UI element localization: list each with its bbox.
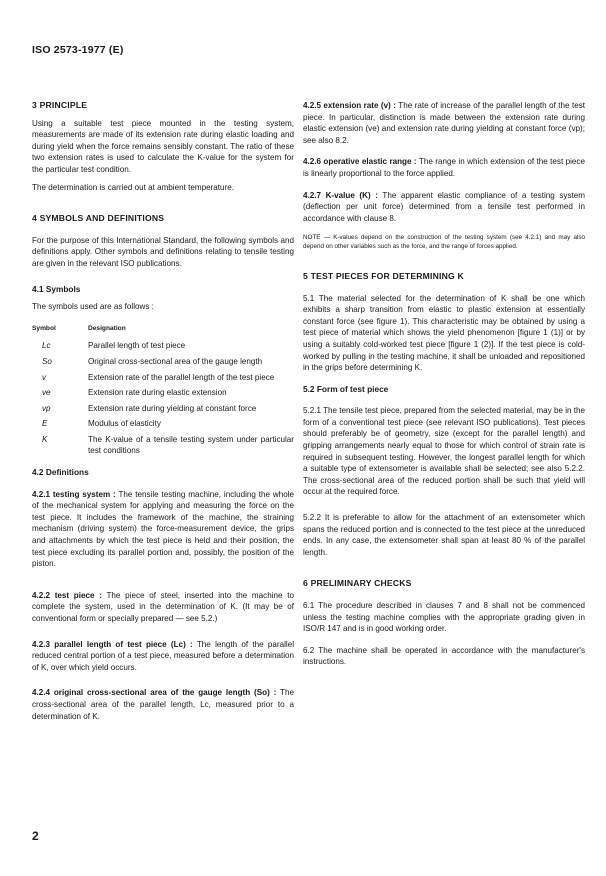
section-5-heading: 5 TEST PIECES FOR DETERMINING K (303, 270, 464, 281)
symbol: E (42, 419, 48, 429)
section-3-para-1: Using a suitable test piece mounted in the testing system, measurements are made of its extension rate during elastic loading and during yield when the force remains sensibly constant. The ratio of these two extension rates is used to calculate the K-value for the system for the particular test condition. (32, 118, 294, 174)
definition-4-2-4 (32, 687, 294, 722)
symbols-intro: The symbols used are as follows : (32, 302, 154, 312)
section-4-heading: 4 SYMBOLS AND DEFINITIONS (32, 213, 165, 224)
term: 4.2.6 operative elastic range : (303, 157, 417, 167)
definition-text: The apparent elastic compliance of a testing system (deflection per unit force) determined from a tensile test performed in accordance with clause 8. (303, 190, 585, 223)
symbol-designation: Parallel length of test piece (88, 341, 186, 351)
left-column (32, 100, 294, 722)
definition-text: The rate of increase of the parallel length of the test piece. In particular, distinction is made between the extension rate during elastic extension (ve) and extension rate during yielding at constant force (vp); see also 8.2. (303, 101, 586, 145)
symbol-designation: Extension rate of the parallel length of the test piece (88, 372, 275, 382)
clause-5-2-2: 5.2.2 It is preferable to allow for the attachment of an extensometer which spans the reduced portion and is connected to the test piece at the unreduced ends. In any case, the extensometer shall span at least 80 % of the parallel length. (303, 513, 585, 557)
term: 4.2.7 K-value (K) : (303, 190, 378, 200)
definition-4-2-7 (303, 190, 585, 225)
symbol: So (42, 356, 52, 366)
definition-4-2-6 (303, 156, 585, 179)
section-4-1-heading: 4.1 Symbols (32, 283, 81, 294)
section-4-2-heading: 4.2 Definitions (32, 467, 89, 478)
clause-5-2-1: 5.2.1 The tensile test piece, prepared from the selected material, may be in the form of a conventional test piece (see relevant ISO publications). Test pieces should preferably be of geometry, size (except for the parallel length) and gripping arrangements nearly equal to those for which control of strain rate is required in subsequent testing. However, the longest parallel length for which a suitable type of extensometer is available shall be selected; see also 5.2.2. The cross-sectional area of the reduced portion shall be such that yield will occur at the required force. (303, 406, 585, 497)
term: 4.2.1 testing system : (32, 489, 116, 499)
symbol-row (32, 434, 294, 457)
symbol-designation: Extension rate during yielding at constant force (88, 403, 257, 413)
symbol-designation: Extension rate during elastic extension (88, 388, 227, 398)
term: 4.2.3 parallel length of test piece (Lc) : (32, 639, 193, 649)
symbol-designation: Modulus of elasticity (88, 419, 161, 429)
section-3-para-2: The determination is carried out at ambient temperature. (32, 182, 234, 192)
page-number: 2 (32, 829, 39, 843)
definition-text: The length of the parallel reduced central portion of a test piece, measured before a determination of K, over which yield occurs. (32, 639, 295, 672)
right-column (303, 100, 585, 668)
symbol-column-header: Symbol (32, 324, 56, 332)
definition-text: The cross-sectional area of the parallel length, Lc, measured prior to a determination of K. (32, 688, 294, 721)
symbol-table (32, 340, 294, 457)
symbol-row (32, 387, 294, 399)
section-6-heading: 6 PRELIMINARY CHECKS (303, 578, 412, 589)
symbol: v (42, 372, 47, 382)
note: NOTE — K-values depend on the construction of the testing system (see 4.2.1) and may also depend on other variables such as the force, and the range of forces applied. (303, 234, 585, 250)
symbol-row (32, 403, 294, 415)
symbol-row (32, 372, 294, 384)
term: 4.2.5 extension rate (v) : (303, 101, 396, 110)
symbol-row (32, 340, 294, 352)
section-3-heading: 3 PRINCIPLE (32, 100, 88, 110)
clause-6-1: 6.1 The procedure described in clauses 7 and 8 shall not be commenced unless the testing machine complies with the appropriate grading given in ISO/R 147 and is in good working order. (303, 601, 585, 634)
clause-6-2: 6.2 The machine shall be operated in accordance with the manufacturer's instructions. (303, 645, 585, 667)
symbol-row (32, 418, 294, 430)
definition-4-2-1 (32, 489, 294, 570)
symbol-row (32, 356, 294, 368)
document-code: ISO 2573-1977 (E) (32, 44, 124, 56)
definition-text: The range in which extension of the test piece is linearly proportional to the force applied. (303, 157, 585, 178)
definition-4-2-3 (32, 639, 294, 674)
symbol: vp (42, 403, 51, 413)
designation-column-header: Designation (88, 324, 126, 332)
term: 4.2.4 original cross-sectional area of the gauge length (So) : (32, 688, 277, 698)
symbol: Lc (42, 341, 51, 351)
section-4-para-1: For the purpose of this International Standard, the following symbols and definitions apply. Other symbols and definitions relating to tensile testing are given in the relevant ISO publications. (32, 235, 294, 268)
symbol-designation: Original cross-sectional area of the gauge length (88, 356, 263, 366)
symbol-designation: The K-value of a tensile testing system under particular test conditions (88, 434, 294, 456)
clause-5-1: 5.1 The material selected for the determination of K shall be one which exhibits a sharp transition from elastic to plastic extension at essentially constant force (see figure 1). This characteristic may be obtained by using a test piece of material which shows the yield phenomenon [figure 1 (1)] or by using a suitably cold-worked test piece [figure 1 (2)]. If the test piece is cold-worked by pulling in the testing machine, it shall be unloaded and repositioned in the grips before determining K. (303, 293, 585, 373)
definition-4-2-5 (303, 100, 585, 146)
definition-text: The tensile testing machine, including the whole of the mechanical system for applying and measuring the force on the test piece. It includes the framework of the machine, the straining mechanism (driving system) the force-measurement device, the grips and attachments by which the test piece is held and their position, the test piece excluding its parallel portion and, possibly, the position of the piston. (32, 489, 294, 569)
section-5-2-heading: 5.2 Form of test piece (303, 383, 389, 394)
term: 4.2.2 test piece : (32, 590, 102, 600)
symbol: ve (42, 388, 51, 398)
symbol-table-header (32, 323, 294, 335)
definition-text: The piece of steel, inserted into the machine to complete the system, used in the determination of K. (It may be of conventional form or specially prepared — see 5.2.) (32, 590, 294, 623)
symbol: K (42, 434, 48, 444)
definition-4-2-2 (32, 590, 294, 625)
